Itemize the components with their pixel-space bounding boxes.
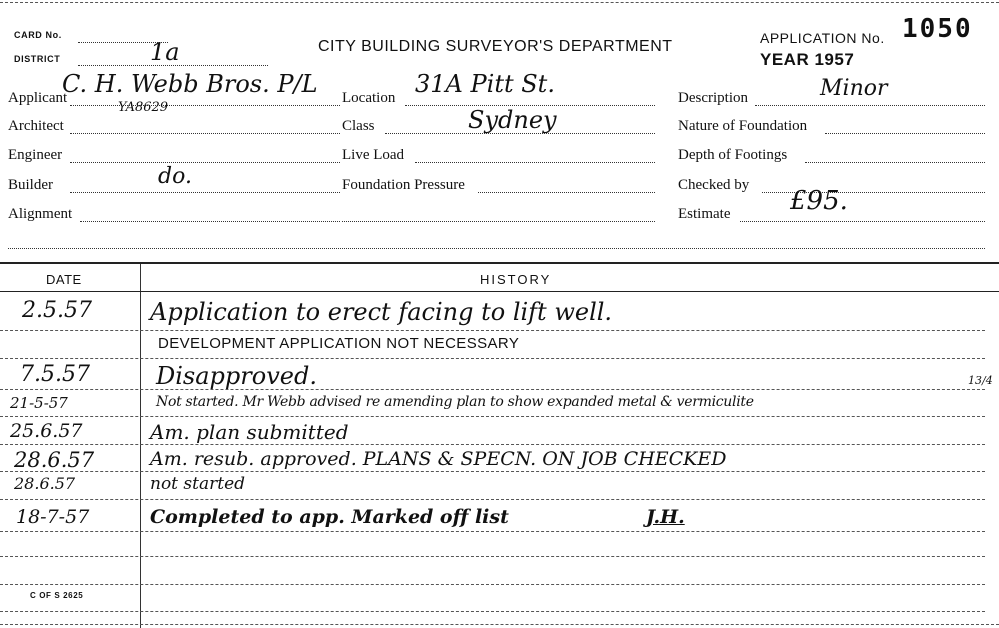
depth-footings-label: Depth of Footings xyxy=(678,147,788,163)
row-rule xyxy=(0,584,985,585)
top-border xyxy=(0,2,999,3)
history-date: 25.6.57 xyxy=(10,420,83,442)
history-stamp: DEVELOPMENT APPLICATION NOT NECESSARY xyxy=(158,335,520,352)
foundation-pressure-line xyxy=(478,192,655,193)
district-label: DISTRICT xyxy=(14,54,61,64)
history-date: 21-5-57 xyxy=(10,394,68,412)
history-date: 28.6.57 xyxy=(14,448,95,472)
description-value: Minor xyxy=(820,76,888,101)
year-label: YEAR 1957 xyxy=(760,50,855,69)
history-text: Not started. Mr Webb advised re amending plan to show expanded metal & vermiculite xyxy=(156,394,754,410)
location-value: 31A Pitt St. xyxy=(415,70,555,98)
applicant-line xyxy=(70,105,340,106)
card-no-label: CARD No. xyxy=(14,30,62,40)
foundation-pressure-label: Foundation Pressure xyxy=(342,177,465,193)
application-number: 1050 xyxy=(902,14,973,44)
initials: J.H. xyxy=(646,506,685,528)
row-rule xyxy=(0,358,985,359)
history-date: 18-7-57 xyxy=(16,506,90,528)
margin-note: 13/4 xyxy=(968,374,993,387)
form-code: C OF S 2625 xyxy=(30,591,84,600)
history-text: Application to erect facing to lift well. xyxy=(150,298,613,326)
history-header: HISTORY xyxy=(480,272,552,287)
alignment-label: Alignment xyxy=(8,206,73,222)
district-value: 1a xyxy=(150,38,180,66)
estimate-value: £95. xyxy=(790,186,848,216)
engineer-label: Engineer xyxy=(8,147,63,163)
history-date: 2.5.57 xyxy=(22,298,92,323)
application-label: APPLICATION No. xyxy=(760,30,885,46)
history-column-divider xyxy=(140,264,141,628)
row-rule xyxy=(0,556,985,557)
builder-label: Builder xyxy=(8,177,53,193)
history-top-rule xyxy=(0,262,999,264)
description-line xyxy=(755,105,985,106)
builder-line xyxy=(70,192,340,193)
history-date: 28.6.57 xyxy=(14,474,76,493)
row-rule xyxy=(0,330,985,331)
history-text: Am. plan submitted xyxy=(150,420,349,444)
row-rule xyxy=(0,444,985,445)
date-header: DATE xyxy=(46,272,82,287)
applicant-value: C. H. Webb Bros. P/L xyxy=(62,70,318,98)
history-text: Completed to app. Marked off list xyxy=(150,506,509,528)
alignment-line xyxy=(80,221,340,222)
builder-value: do. xyxy=(158,164,192,189)
checked-by-label: Checked by xyxy=(678,177,750,193)
bottom-border xyxy=(0,624,999,625)
applicant-label: Applicant xyxy=(8,90,68,106)
class-label: Class xyxy=(342,118,375,134)
description-label: Description xyxy=(678,90,748,106)
class-value: Sydney xyxy=(468,106,557,134)
middle-blank-line xyxy=(342,221,655,222)
location-label: Location xyxy=(342,90,396,106)
nature-foundation-label: Nature of Foundation xyxy=(678,118,808,134)
applicant-note: YA8629 xyxy=(118,100,169,115)
engineer-line xyxy=(70,162,340,163)
department-title: CITY BUILDING SURVEYOR'S DEPARTMENT xyxy=(318,38,673,55)
live-load-line xyxy=(415,162,655,163)
history-text: Am. resub. approved. PLANS & SPECN. ON JOB CHECKED xyxy=(150,448,727,470)
depth-footings-line xyxy=(805,162,985,163)
row-rule xyxy=(0,416,985,417)
nature-foundation-line xyxy=(825,133,985,134)
row-rule xyxy=(0,471,985,472)
architect-label: Architect xyxy=(8,118,64,134)
history-text: not started xyxy=(150,474,246,494)
history-header-rule xyxy=(0,291,999,292)
estimate-label: Estimate xyxy=(678,206,731,222)
row-rule xyxy=(0,499,985,500)
row-rule xyxy=(0,531,985,532)
estimate-line xyxy=(740,221,985,222)
row-rule xyxy=(0,611,985,612)
live-load-label: Live Load xyxy=(342,147,405,163)
header-bottom-line xyxy=(8,248,985,249)
history-text: Disapproved. xyxy=(156,362,317,390)
row-rule xyxy=(0,389,985,390)
architect-line xyxy=(70,133,340,134)
history-date: 7.5.57 xyxy=(20,362,90,387)
